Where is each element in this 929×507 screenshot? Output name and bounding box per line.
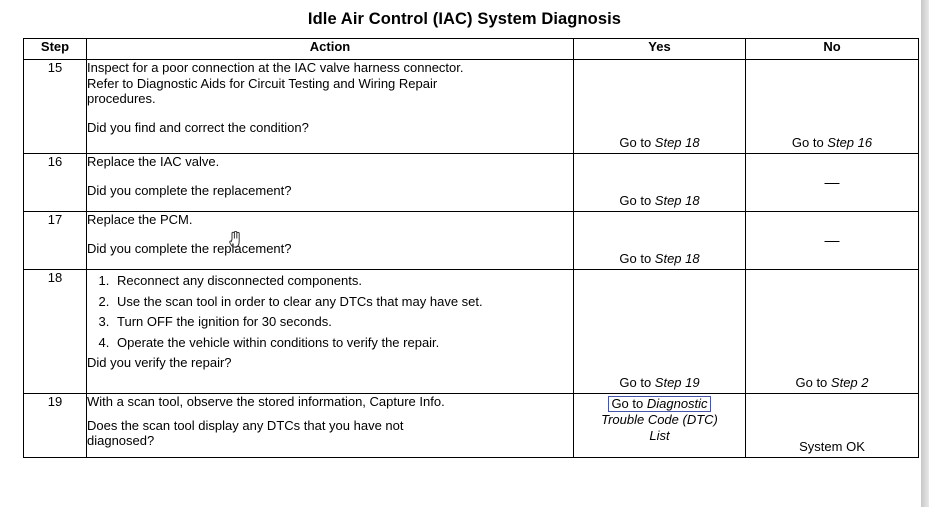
- yes-step-reference: Step 18: [654, 134, 700, 150]
- no-answer-dash: —: [824, 173, 840, 191]
- yes-cell: [574, 154, 746, 212]
- column-header-step: Step: [24, 39, 87, 60]
- action-line: Inspect for a poor connection at the IAC valve harness connector.: [87, 60, 464, 75]
- dtc-list-link[interactable]: [608, 396, 710, 412]
- table-header-row: [24, 39, 919, 60]
- yes-answer: [574, 394, 745, 443]
- action-question: Does the scan tool display any DTCs that you have not: [87, 417, 404, 433]
- yes-link-text-line3: List: [649, 427, 670, 443]
- action-cell: [87, 154, 574, 212]
- action-question: Did you find and correct the condition?: [87, 119, 309, 135]
- no-cell: [746, 60, 919, 154]
- action-line: Replace the IAC valve.: [87, 154, 220, 169]
- yes-step-reference: Step 18: [654, 192, 700, 208]
- yes-cell: [574, 212, 746, 270]
- yes-cell: [574, 60, 746, 154]
- yes-answer: [574, 375, 745, 391]
- no-prefix: Go to: [791, 134, 828, 150]
- yes-prefix: Go to: [619, 250, 655, 266]
- step-number: 17: [24, 212, 87, 270]
- yes-answer: [574, 193, 745, 209]
- action-line: Replace the PCM.: [87, 212, 193, 227]
- action-question-cont: diagnosed?: [87, 433, 155, 448]
- no-cell: [746, 394, 919, 458]
- yes-link-text-line2: Trouble Code (DTC): [601, 412, 718, 427]
- table-row: [24, 60, 919, 154]
- no-step-reference: Step 2: [830, 374, 869, 390]
- step-number: 16: [24, 154, 87, 212]
- action-ordered-list: [87, 273, 573, 350]
- action-cell: [87, 394, 574, 458]
- step-number: 15: [24, 60, 87, 154]
- no-answer: System OK: [799, 438, 865, 454]
- table-row: [24, 394, 919, 458]
- no-answer: [746, 135, 918, 151]
- table-row: [24, 154, 919, 212]
- yes-prefix: Go to: [611, 396, 647, 411]
- yes-link-text: Diagnostic: [646, 396, 708, 411]
- column-header-yes: Yes: [574, 39, 746, 60]
- diagnosis-table: [23, 38, 919, 458]
- action-question: Did you complete the replacement?: [87, 182, 292, 198]
- yes-prefix: Go to: [619, 134, 655, 150]
- table-body: [24, 60, 919, 458]
- no-step-reference: Step 16: [827, 134, 873, 150]
- no-prefix: Go to: [795, 374, 831, 390]
- page-title: Idle Air Control (IAC) System Diagnosis: [307, 10, 622, 28]
- page-edge-shadow: [921, 0, 929, 507]
- action-question: Did you complete the replacement?: [87, 240, 292, 256]
- list-item: 3. Turn OFF the ignition for 30 seconds.: [113, 314, 573, 330]
- yes-cell: [574, 394, 746, 458]
- action-line: procedures.: [87, 91, 156, 106]
- column-header-action: Action: [87, 39, 574, 60]
- action-line: Refer to Diagnostic Aids for Circuit Testing and Wiring Repair: [87, 75, 438, 91]
- action-line: With a scan tool, observe the stored information, Capture Info.: [87, 394, 445, 409]
- list-item: 2. Use the scan tool in order to clear any DTCs that may have set.: [113, 294, 573, 310]
- step-number: 18: [24, 270, 87, 394]
- no-cell: [746, 270, 919, 394]
- yes-prefix: Go to: [619, 374, 655, 390]
- list-item: 1. Reconnect any disconnected components.: [113, 273, 573, 289]
- column-header-no: No: [746, 39, 919, 60]
- action-cell: [87, 212, 574, 270]
- step-number: 19: [24, 394, 87, 458]
- action-cell: [87, 270, 574, 394]
- no-answer: [746, 375, 918, 391]
- table-row: [24, 212, 919, 270]
- yes-answer: [574, 251, 745, 267]
- list-item: 4. Operate the vehicle within conditions to verify the repair.: [113, 335, 573, 351]
- table-row: [24, 270, 919, 394]
- no-cell: [746, 212, 919, 270]
- no-answer-dash: —: [824, 231, 840, 249]
- yes-step-reference: Step 19: [654, 374, 700, 390]
- yes-answer: [574, 135, 745, 151]
- yes-cell: [574, 270, 746, 394]
- table-header: [24, 39, 919, 60]
- yes-prefix: Go to: [619, 192, 655, 208]
- action-question: Did you verify the repair?: [87, 355, 232, 370]
- yes-step-reference: Step 18: [654, 250, 700, 266]
- no-cell: [746, 154, 919, 212]
- action-cell: [87, 60, 574, 154]
